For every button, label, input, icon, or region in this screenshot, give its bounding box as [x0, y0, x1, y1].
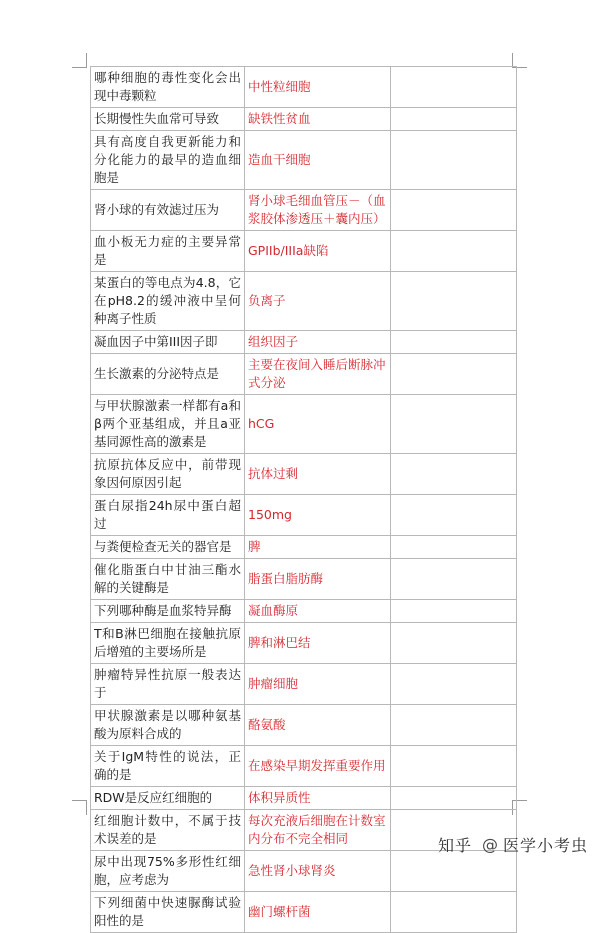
question-cell: 与甲状腺激素一样都有a和β两个亚基组成，并且a亚基同源性高的激素是	[91, 395, 245, 454]
question-cell: 与粪便检查无关的器官是	[91, 536, 245, 559]
empty-cell	[391, 231, 517, 272]
answer-cell: 中性粒细胞	[245, 67, 391, 108]
qa-table-body	[91, 67, 517, 933]
question-cell: 下列哪种酶是血浆特异酶	[91, 600, 245, 623]
answer-cell: 急性肾小球肾炎	[245, 851, 391, 892]
question-cell: 肿瘤特异性抗原一般表达于	[91, 664, 245, 705]
answer-cell: 脂蛋白脂肪酶	[245, 559, 391, 600]
question-cell: 蛋白尿指24h尿中蛋白超过	[91, 495, 245, 536]
question-cell: 尿中出现75%多形性红细胞，应考虑为	[91, 851, 245, 892]
table-row	[91, 559, 517, 600]
question-cell: 血小板无力症的主要异常是	[91, 231, 245, 272]
table-row	[91, 851, 517, 892]
empty-cell	[391, 600, 517, 623]
question-cell: 红细胞计数中，不属于技术误差的是	[91, 810, 245, 851]
answer-cell: 凝血酶原	[245, 600, 391, 623]
table-row	[91, 623, 517, 664]
answer-cell: 肿瘤细胞	[245, 664, 391, 705]
question-cell: 抗原抗体反应中，前带现象因何原因引起	[91, 454, 245, 495]
table-row	[91, 495, 517, 536]
table-row	[91, 108, 517, 131]
table-row	[91, 331, 517, 354]
empty-cell	[391, 395, 517, 454]
table-row	[91, 536, 517, 559]
table-row	[91, 131, 517, 190]
qa-table	[90, 66, 517, 933]
answer-cell: 在感染早期发挥重要作用	[245, 746, 391, 787]
table-row	[91, 231, 517, 272]
table-row	[91, 395, 517, 454]
answer-cell: hCG	[245, 395, 391, 454]
question-cell: 甲状腺激素是以哪种氨基酸为原料合成的	[91, 705, 245, 746]
answer-cell: 每次充液后细胞在计数室内分布不完全相同	[245, 810, 391, 851]
table-row	[91, 664, 517, 705]
question-cell: 某蛋白的等电点为4.8，它在pH8.2的缓冲液中呈何种离子性质	[91, 272, 245, 331]
empty-cell	[391, 272, 517, 331]
question-cell: 凝血因子中第III因子即	[91, 331, 245, 354]
empty-cell	[391, 664, 517, 705]
empty-cell	[391, 67, 517, 108]
table-row	[91, 787, 517, 810]
table-row	[91, 746, 517, 787]
table-row	[91, 454, 517, 495]
question-cell: 下列细菌中快速脲酶试验阳性的是	[91, 892, 245, 933]
table-row	[91, 600, 517, 623]
answer-cell: 肾小球毛细血管压－（血浆胶体渗透压＋囊内压）	[245, 190, 391, 231]
empty-cell	[391, 354, 517, 395]
crop-mark-top-left	[72, 53, 87, 68]
question-cell: 关于IgM特性的说法，正确的是	[91, 746, 245, 787]
answer-cell: 组织因子	[245, 331, 391, 354]
empty-cell	[391, 190, 517, 231]
watermark-at: @	[481, 835, 499, 854]
answer-cell: 酪氨酸	[245, 705, 391, 746]
question-cell: 肾小球的有效滤过压为	[91, 190, 245, 231]
empty-cell	[391, 331, 517, 354]
watermark-site: 知乎	[437, 836, 472, 855]
answer-cell: 体积异质性	[245, 787, 391, 810]
question-cell: 哪种细胞的毒性变化会出现中毒颗粒	[91, 67, 245, 108]
answer-cell: 脾和淋巴结	[245, 623, 391, 664]
watermark-author: 医学小考虫	[502, 836, 588, 855]
question-cell: 长期慢性失血常可导致	[91, 108, 245, 131]
empty-cell	[391, 746, 517, 787]
empty-cell	[391, 108, 517, 131]
question-cell: 具有高度自我更新能力和分化能力的最早的造血细胞是	[91, 131, 245, 190]
table-row	[91, 67, 517, 108]
answer-cell: 负离子	[245, 272, 391, 331]
empty-cell	[391, 536, 517, 559]
answer-cell: 缺铁性贫血	[245, 108, 391, 131]
empty-cell	[391, 454, 517, 495]
table-row	[91, 705, 517, 746]
crop-mark-bottom-left	[72, 800, 87, 815]
empty-cell	[391, 623, 517, 664]
watermark	[438, 833, 588, 856]
question-cell: 生长激素的分泌特点是	[91, 354, 245, 395]
answer-cell: 脾	[245, 536, 391, 559]
table-row	[91, 272, 517, 331]
answer-cell: 抗体过剩	[245, 454, 391, 495]
empty-cell	[391, 851, 517, 892]
answer-cell: 150mg	[245, 495, 391, 536]
empty-cell	[391, 131, 517, 190]
answer-cell: GPIIb/IIIa缺陷	[245, 231, 391, 272]
answer-cell: 主要在夜间入睡后断脉冲式分泌	[245, 354, 391, 395]
empty-cell	[391, 892, 517, 933]
table-row	[91, 190, 517, 231]
answer-cell: 幽门螺杆菌	[245, 892, 391, 933]
question-cell: T和B淋巴细胞在接触抗原后增殖的主要场所是	[91, 623, 245, 664]
table-row	[91, 354, 517, 395]
answer-cell: 造血干细胞	[245, 131, 391, 190]
table-row	[91, 892, 517, 933]
empty-cell	[391, 495, 517, 536]
empty-cell	[391, 559, 517, 600]
empty-cell	[391, 787, 517, 810]
question-cell: 催化脂蛋白中甘油三酯水解的关键酶是	[91, 559, 245, 600]
empty-cell	[391, 705, 517, 746]
question-cell: RDW是反应红细胞的	[91, 787, 245, 810]
